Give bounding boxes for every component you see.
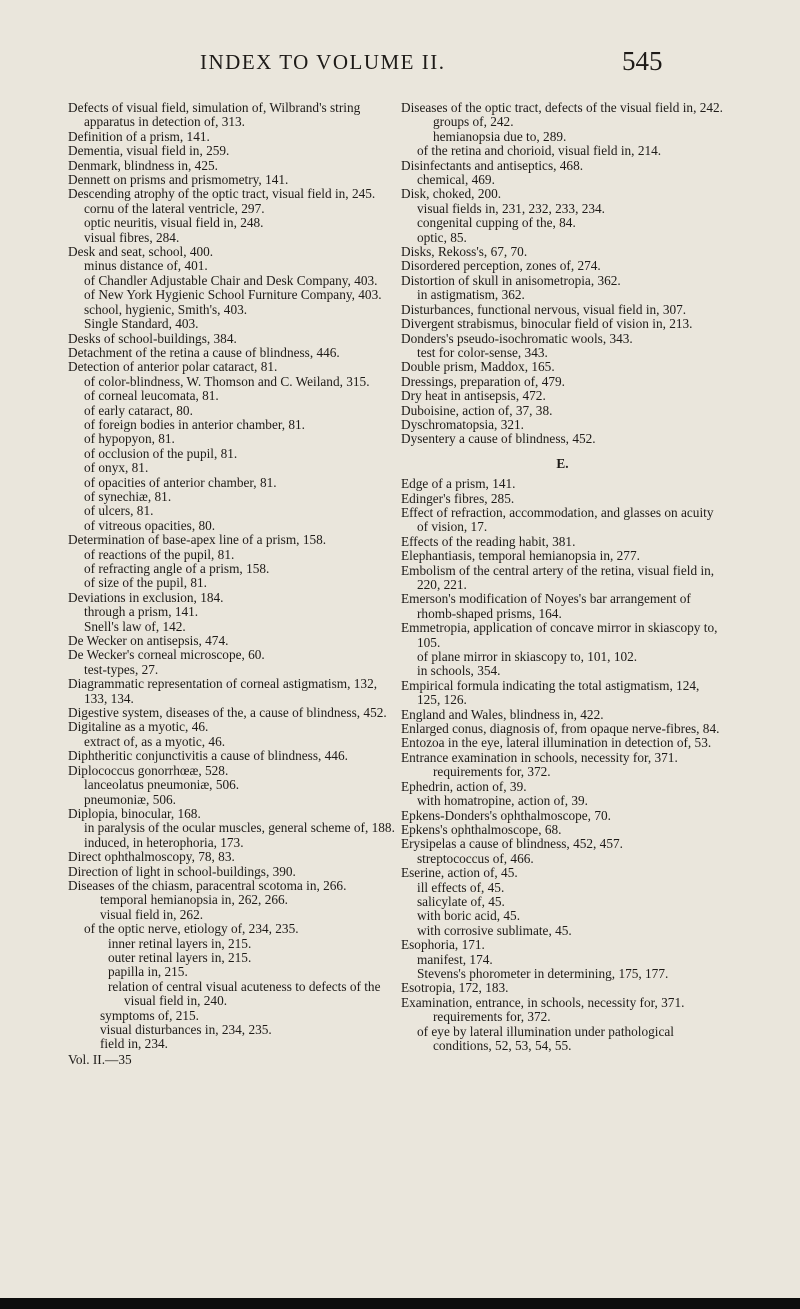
page-bottom-edge: [0, 1298, 800, 1309]
index-subentry: induced, in heterophoria, 173.: [84, 834, 244, 850]
index-entry: Determination of base-apex line of a prism, 158.: [68, 532, 327, 548]
index-subentry: ill effects of, 45.: [417, 879, 505, 895]
index-subentry: Single Standard, 403.: [84, 316, 199, 332]
index-subentry: in astigmatism, 362.: [417, 287, 525, 303]
index-entry: Enlarged conus, diagnosis of, from opaque nerve-fibres, 84.: [401, 721, 720, 737]
index-subentry: field in, 234.: [100, 1036, 168, 1052]
index-subentry: hemianopsia due to, 289.: [433, 128, 567, 144]
index-entry: Definition of a prism, 141.: [68, 128, 210, 144]
index-entry: Diagrammatic representation of corneal astigmatism, 132, 133, 134.: [68, 676, 378, 706]
index-entry: Desks of school-buildings, 384.: [68, 330, 237, 346]
index-subentry: of early cataract, 80.: [84, 402, 193, 418]
index-entry: De Wecker on antisepsis, 474.: [68, 633, 229, 649]
index-subentry: optic, 85.: [417, 229, 467, 245]
index-entry: Deviations in exclusion, 184.: [68, 589, 224, 605]
index-entry: Donders's pseudo-isochromatic wools, 343.: [401, 330, 633, 346]
index-entry: Digestive system, diseases of the, a cause of blindness, 452.: [68, 705, 387, 721]
index-subentry: test for color-sense, 343.: [417, 344, 548, 360]
index-entry: Detection of anterior polar cataract, 81.: [68, 359, 278, 375]
index-entry: Dyschromatopsia, 321.: [401, 416, 524, 432]
index-subentry: Snell's law of, 142.: [84, 618, 186, 634]
index-entry: Diplopia, binocular, 168.: [68, 805, 201, 821]
index-subentry: of size of the pupil, 81.: [84, 575, 207, 591]
index-subentry: of the optic nerve, etiology of, 234, 235.: [84, 921, 299, 937]
index-subentry: through a prism, 141.: [84, 604, 199, 620]
index-entry: Dressings, preparation of, 479.: [401, 373, 565, 389]
index-subentry: with corrosive sublimate, 45.: [417, 922, 572, 938]
index-entry: Examination, entrance, in schools, necessity for, 371.: [401, 994, 685, 1010]
index-subentry: visual fibres, 284.: [84, 229, 180, 245]
running-title: INDEX TO VOLUME II.: [200, 50, 446, 74]
index-subentry: Stevens's phorometer in determining, 175, 177.: [417, 965, 669, 981]
index-entry: Distortion of skull in anisometropia, 362.: [401, 272, 621, 288]
index-subentry: of onyx, 81.: [84, 460, 149, 476]
index-entry: Emmetropia, application of concave mirror in skiascopy to, 105.: [401, 620, 718, 650]
index-entry: Direction of light in school-buildings, 390.: [68, 863, 296, 879]
index-subentry: outer retinal layers in, 215.: [108, 949, 252, 965]
index-subentry: of opacities of anterior chamber, 81.: [84, 474, 277, 490]
index-subentry: cornu of the lateral ventricle, 297.: [84, 200, 265, 216]
index-entry: Dry heat in antisepsis, 472.: [401, 388, 546, 404]
index-subentry: manifest, 174.: [417, 951, 493, 967]
index-subentry: of synechiæ, 81.: [84, 488, 172, 504]
index-subentry: test-types, 27.: [84, 661, 159, 677]
index-subentry: minus distance of, 401.: [84, 258, 208, 274]
section-heading: E.: [556, 455, 569, 471]
index-subentry: of vitreous opacities, 80.: [84, 517, 216, 533]
index-entry: Direct ophthalmoscopy, 78, 83.: [68, 849, 235, 865]
index-subentry: of Chandler Adjustable Chair and Desk Company, 403.: [84, 272, 378, 288]
index-entry: England and Wales, blindness in, 422.: [401, 706, 604, 722]
index-subentry: of New York Hygienic School Furniture Company, 403.: [84, 287, 382, 303]
index-entry: Detachment of the retina a cause of blindness, 446.: [68, 344, 340, 360]
index-entry: Dennett on prisms and prismometry, 141.: [68, 172, 289, 188]
index-entry: Emerson's modification of Noyes's bar arrangement of rhomb-shaped prisms, 164.: [401, 591, 691, 621]
index-subentry: school, hygienic, Smith's, 403.: [84, 301, 248, 317]
index-entry: Diseases of the optic tract, defects of the visual field in, 242.: [401, 100, 723, 115]
index-subentry: of foreign bodies in anterior chamber, 81.: [84, 416, 306, 432]
index-subentry: of refracting angle of a prism, 158.: [84, 561, 270, 576]
index-entry: Digitaline as a myotic, 46.: [68, 719, 209, 735]
index-subentry: requirements for, 372.: [433, 1009, 551, 1025]
index-entry: Eserine, action of, 45.: [401, 865, 518, 881]
index-subentry: of the retina and chorioid, visual field in, 214.: [417, 143, 662, 159]
index-subentry: optic neuritis, visual field in, 248.: [84, 215, 264, 231]
index-subentry: of plane mirror in skiascopy to, 101, 102.: [417, 649, 638, 665]
index-subentry: salicylate of, 45.: [417, 893, 505, 909]
index-subentry: with boric acid, 45.: [417, 908, 521, 924]
index-subentry: visual fields in, 231, 232, 233, 234.: [417, 200, 605, 216]
index-entry: Effect of refraction, accommodation, and glasses on acuity of vision, 17.: [401, 504, 714, 535]
index-subentry: streptococcus of, 466.: [417, 850, 534, 866]
index-subentry: chemical, 469.: [417, 172, 495, 188]
index-subentry: in paralysis of the ocular muscles, general scheme of, 188.: [84, 820, 395, 836]
index-subentry: congenital cupping of the, 84.: [417, 215, 576, 231]
index-entry: De Wecker's corneal microscope, 60.: [68, 647, 265, 663]
index-subentry: of reactions of the pupil, 81.: [84, 546, 235, 562]
index-subentry: of eye by lateral illumination under pathological conditions, 52, 53, 54, 55.: [417, 1023, 674, 1053]
index-entry: Esophoria, 171.: [401, 937, 485, 953]
index-subentry: papilla in, 215.: [108, 964, 188, 980]
index-subentry: relation of central visual acuteness to defects of the visual field in, 240.: [108, 978, 381, 1009]
index-subentry: of color-blindness, W. Thomson and C. Weiland, 315.: [84, 373, 370, 389]
volume-signature: Vol. II.—35: [68, 1051, 132, 1067]
index-subentry: symptoms of, 215.: [100, 1007, 199, 1023]
index-entry: Double prism, Maddox, 165.: [401, 359, 555, 375]
index-entry: Divergent strabismus, binocular field of vision in, 213.: [401, 316, 693, 332]
index-entry: Disturbances, functional nervous, visual field in, 307.: [401, 301, 687, 317]
index-entry: Erysipelas a cause of blindness, 452, 457.: [401, 836, 623, 852]
index-entry: Edinger's fibres, 285.: [401, 490, 515, 506]
index-entry: Esotropia, 172, 183.: [401, 980, 509, 996]
index-entry: Embolism of the central artery of the retina, visual field in, 220, 221.: [401, 562, 715, 592]
index-column-left: [68, 101, 396, 1067]
index-entry: Disordered perception, zones of, 274.: [401, 258, 601, 274]
index-entry: Epkens-Donders's ophthalmoscope, 70.: [401, 807, 611, 823]
index-entry: Duboisine, action of, 37, 38.: [401, 402, 553, 418]
index-subentry: of ulcers, 81.: [84, 503, 154, 519]
index-entry: Disk, choked, 200.: [401, 186, 502, 202]
index-subentry: in schools, 354.: [417, 663, 501, 679]
index-entry: Dysentery a cause of blindness, 452.: [401, 431, 596, 447]
index-subentry: of occlusion of the pupil, 81.: [84, 445, 238, 461]
index-entry: Descending atrophy of the optic tract, visual field in, 245.: [68, 186, 376, 202]
index-entry: Entozoa in the eye, lateral illumination in detection of, 53.: [401, 735, 712, 751]
index-entry: Empirical formula indicating the total astigmatism, 124, 125, 126.: [401, 677, 700, 708]
index-subentry: groups of, 242.: [433, 114, 514, 130]
page-header: [0, 46, 800, 86]
index-entry: Desk and seat, school, 400.: [68, 244, 214, 260]
index-column-right: [401, 101, 724, 1053]
index-subentry: of hypopyon, 81.: [84, 431, 175, 447]
index-subentry: of corneal leucomata, 81.: [84, 388, 219, 404]
index-subentry: extract of, as a myotic, 46.: [84, 733, 226, 749]
index-entry: Disks, Rekoss's, 67, 70.: [401, 244, 528, 260]
index-subentry: visual field in, 262.: [100, 906, 204, 922]
index-entry: Defects of visual field, simulation of, Wilbrand's string apparatus in detection of, 313.: [68, 100, 361, 130]
index-entry: Diphtheritic conjunctivitis a cause of blindness, 446.: [68, 748, 348, 764]
page-number: 545: [622, 46, 663, 76]
index-entry: Effects of the reading habit, 381.: [401, 533, 576, 549]
index-entry: Dementia, visual field in, 259.: [68, 143, 230, 159]
index-entry: Denmark, blindness in, 425.: [68, 157, 218, 173]
index-entry: Edge of a prism, 141.: [401, 476, 516, 492]
index-subentry: with homatropine, action of, 39.: [417, 793, 588, 809]
index-entry: Entrance examination in schools, necessity for, 371.: [401, 749, 678, 765]
index-subentry: lanceolatus pneumoniæ, 506.: [84, 777, 240, 793]
index-entry: Diplococcus gonorrhœæ, 528.: [68, 762, 229, 778]
index-entry: Ephedrin, action of, 39.: [401, 778, 527, 794]
index-subentry: visual disturbances in, 234, 235.: [100, 1022, 272, 1037]
index-entry: Elephantiasis, temporal hemianopsia in, 277.: [401, 548, 640, 564]
index-subentry: inner retinal layers in, 215.: [108, 935, 252, 951]
index-subentry: pneumoniæ, 506.: [84, 791, 176, 807]
index-entry: Epkens's ophthalmoscope, 68.: [401, 821, 562, 837]
index-entry: Diseases of the chiasm, paracentral scotoma in, 266.: [68, 877, 347, 893]
index-subentry: temporal hemianopsia in, 262, 266.: [100, 892, 288, 908]
index-subentry: requirements for, 372.: [433, 764, 551, 780]
index-entry: Disinfectants and antiseptics, 468.: [401, 157, 584, 173]
